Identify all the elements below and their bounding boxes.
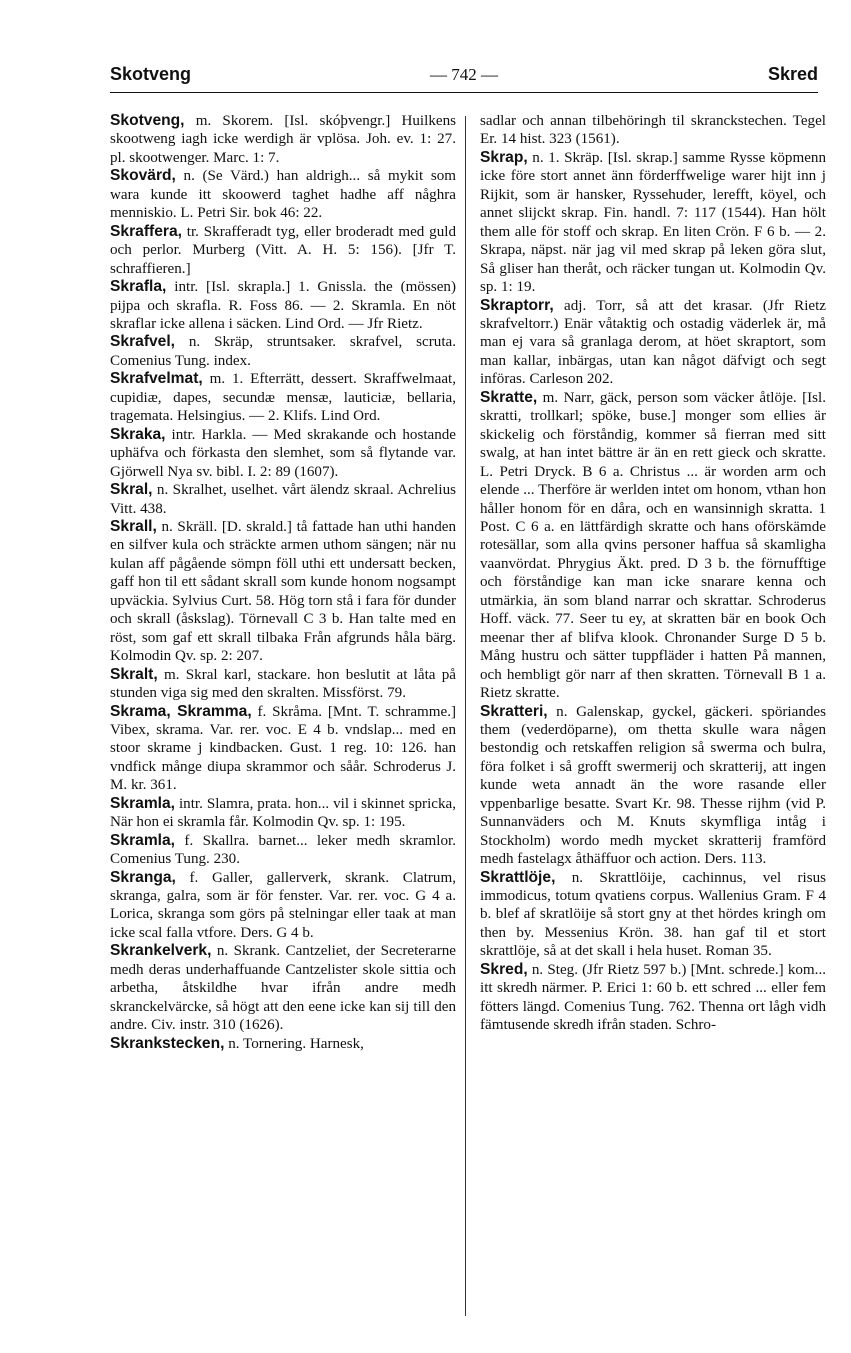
entry-headword: Skramla, [110,831,176,849]
dictionary-entry [110,333,456,370]
dictionary-entry [480,112,826,149]
entry-headword: Skratte, [480,388,538,406]
entry-definition: n. 1. Skräp. [Isl. skrap.] samme Rysse köpmenn icke före stort annet änn förderffwelige warer hijt inn j Rijkit, som är hansker, Ryssehuder, lerefft, köyel, och annet slijckt skrap. Fin. handl. 7: 117 (1544). Han hölt them alle för stoff och skrap. En liten Crön. F 6 b. — 2. Skrapa, näpst. när jag vil med skrap på leken göra slut, Så gliser han theråt, och räcker tungan ut. Kolmodin Qv. sp. 1: 19. [480,149,826,296]
dictionary-entry [480,297,826,389]
dictionary-entry [110,832,456,869]
entry-definition: n. Skräll. [D. skrald.] tå fattade han uthi handen en silfver kula och sträckte armen uthom sängen; när nu kulan aff pågående sömpn föll uthi ett undersatt becken, gaff hon til ett sådant skrall som kunde honom nogsampt upväckia. Sylvius Curt. 58. Hög torn stå i fara för dunder och skrall (åskslag). Törnevall C 3 b. Han talte med en röst, som gaf ett skrall tilbaka Från afgrunds håla bärg. Kolmodin Qv. sp. 2: 207. [110,518,456,665]
entry-headword: Skrattlöje, [480,868,556,886]
entry-definition: m. Skral karl, stackare. hon beslutit at låta på stunden viga sig med den skralten. Missförst. 79. [110,666,456,702]
entry-headword: Skred, [480,960,528,978]
dictionary-entry [480,149,826,297]
page-header [110,64,818,90]
dictionary-entry [110,869,456,943]
entry-headword: Skrafla, [110,278,167,296]
entry-definition: intr. Slamra, prata. hon... vil i skinnet spricka, När hon ei skramla får. Kolmodin Qv. sp. 1: 195. [110,795,456,831]
dictionary-entry [480,961,826,1035]
header-first-headword: Skotveng [110,64,192,84]
entry-definition: adj. Torr, så att det krasar. (Jfr Rietz skrafveltorr.) Enär våtaktig och ostadig väderlek är, må man ej vara så granlaga derom, at höet skraptort, som man kallar, inbärgas, utan kan något däfvigt och segt införas. Carleson 202. [480,297,826,388]
page-number: — 742 — [430,65,498,84]
entry-definition: n. Skralhet, uselhet. vårt älendz skraal. Achrelius Vitt. 438. [110,482,456,517]
entry-headword: Skrafvelmat, [110,370,203,388]
entry-headword: Skrap, [480,148,528,166]
right-column [480,112,826,1035]
dictionary-entry [480,869,826,961]
header-rule [110,92,818,93]
entry-definition: tr. Skrafferadt tyg, eller broderadt med guld och perlor. Murberg (Vitt. A. H. 5: 156). [Jfr T. schraffieren.] [110,223,456,277]
entry-definition: n. Skrattlöije, cachinnus, vel risus immodicus, totum qvatiens corpus. Wallenius Gram. F 4 b. blef af skratlöije så stort gny at thet hördes kringh om then by. Messenius Krön. 38. han gaf til et stort skrattlöje, så at det skall i hela huset. Roman 35. [480,869,826,960]
entry-headword: Skrall, [110,517,157,535]
entry-definition: n. Steg. (Jfr Rietz 597 b.) [Mnt. schrede.] kom... itt skredh närmer. P. Erici 1: 60 b. ett schred ... eller fem fötters längd. Comenius Tung. 762. Thenna ort lågh vidh fämtusende skredh ifrån staden. Schro- [480,961,826,1034]
dictionary-entry [110,278,456,333]
entry-definition: n. Skräp, struntsaker. skrafvel, scruta. Comenius Tung. index. [110,334,456,369]
entry-headword: Skrankelverk, [110,942,212,960]
entry-definition: f. Skallra. barnet... leker medh skramlor. Comenius Tung. 230. [110,832,456,868]
entry-headword: Skraka, [110,425,166,443]
entry-headword: Skraffera, [110,222,182,240]
entry-headword: Skratteri, [480,702,548,720]
left-column [110,112,456,1053]
entry-definition: n. Skrank. Cantzeliet, der Secreterarne medh deras underhaffuande Cantzelister skole sittia och arbetha, åtskildhe hvar ifrån andre medh skranckelvärcke, så högt att den eene icke kan sij till den andre. Civ. instr. 310 (1626). [110,943,456,1034]
entry-headword: Skraptorr, [480,296,554,314]
entry-headword: Skrama, Skramma, [110,702,252,720]
entry-headword: Skral, [110,481,153,499]
entry-headword: Skrafvel, [110,333,176,351]
entry-headword: Skralt, [110,665,158,683]
entry-definition: n. Galenskap, gyckel, gäckeri. spöriandes them (vederdöparne), om thetta skulle wara någen bestondig och retskaffen religion så swerma och bulra, föra folket i så grofft swermerij och skratterij, att ingen kunde weta annadt än the wore rasande eller vppenbarlige besatte. Svart Kr. 98. Thesse rijhm (vid P. Sunnanväders och M. Knuts skymfliga intåg i Stockholm) wordo medh mycket skratterij framförd medh fastelagx åthäffuor och action. Ders. 113. [480,703,826,868]
dictionary-entry [480,389,826,703]
entry-definition: n. Tornering. Harnesk, [224,1035,364,1052]
entry-headword: Skramla, [110,794,176,812]
dictionary-entry [110,1035,456,1053]
entry-headword: Skovärd, [110,167,176,185]
dictionary-entry [110,370,456,425]
entry-definition: m. 1. Efterrätt, dessert. Skraffwelmaat, cupidiæ, dapes, secundæ mensæ, lauticiæ, bellaria, tragemata. Helsingius. — 2. Klifs. Lind Ord. [110,371,456,425]
dictionary-entry [110,703,456,795]
entry-headword: Skranga, [110,868,176,886]
dictionary-entry [110,426,456,481]
dictionary-entry [110,518,456,666]
entry-headword: Skrankstecken, [110,1034,225,1052]
entry-definition: f. Skråma. [Mnt. T. schramme.] Vibex, skrama. Var. rer. voc. E 4 b. vndslap... med en stoor skrame j kindbacken. Gust. 1 reg. 10: 126. han vndfick månge diupa skrammor och såår. Schroderus J. M. kr. 361. [110,703,456,794]
entry-definition: f. Galler, gallerverk, skrank. Clatrum, skranga, galra, som är för fenster. Var. rer. voc. G 4 a. Lorica, skranga som görs på stelningar eller taak at man icke scal falla vtfore. Ders. G 4 b. [110,869,456,941]
dictionary-entry [110,167,456,222]
dictionary-entry [110,481,456,518]
entry-definition: n. (Se Värd.) han aldrigh... så mykit som wara kunde itt skoowerd taghet hadhe aff någhra menniskio. L. Petri Sir. bok 46: 22. [110,168,456,222]
dictionary-entry [110,795,456,832]
entry-definition: m. Skorem. [Isl. skóþvengr.] Huilkens skootweng iagh icke werdigh är vplösa. Joh. ev. 1: 27. pl. skootwenger. Marc. 1: 7. [110,113,456,166]
entry-definition: intr. [Isl. skrapla.] 1. Gnissla. the (mössen) pijpa och skrafla. R. Foss 86. — 2. Skramla. En nöt skraflar icke allena i säcken. Lind Ord. — Jfr Rietz. [110,279,456,332]
entry-headword: Skotveng, [110,112,185,129]
dictionary-entry [480,703,826,869]
column-divider [465,116,466,1316]
dictionary-entry [110,112,456,167]
dictionary-entry [110,942,456,1034]
entry-definition: intr. Harkla. — Med skrakande och hostande uphäfva och förkasta den slemhet, som så flytande var. Gjörwell Nya sv. bibl. I. 2: 89 (1607). [110,426,456,480]
entry-definition: m. Narr, gäck, person som väcker åtlöje. [Isl. skratti, trollkarl; spöke, buse.] monger som ellies är skickelig och förståndig, kommer så fierran med sitt swalg, at han intet bättre är än en rett gieck och skratte. L. Petri Dryck. B 6 a. Christus ... är worden arm och elende ... Therföre är werlden intet om honom, vthan hon håller honom för en dåra, och en wansinnigh skratta. 1 Post. C 6 a. en lättfärdigh skratte och hans oförskämde rotesällar, som alla qvins personer haffua så skamligha vaanvördat. Phrygius Äkt. pred. D 3 b. the förnufftige och förståndige kan man icke snarare kenna och utmärkia, än som bland narrar och skrattar. Schroderus Hoff. väck. 77. Seer tu ey, at skratten bär en book Och meenar ther af blifva klook. Chronander Surge D 5 b. Mång hustru och sätter tuppfläder i hatten På mannen, och hembligt gör narr af then skratten. Törnevall B 1 a. Rietz skratte. [480,389,826,702]
entry-definition: sadlar och annan tilbehöringh til skranckstechen. Tegel Er. 14 hist. 323 (1561). [480,113,826,148]
header-last-headword: Skred [767,64,818,84]
dictionary-entry [110,666,456,703]
dictionary-entry [110,223,456,278]
